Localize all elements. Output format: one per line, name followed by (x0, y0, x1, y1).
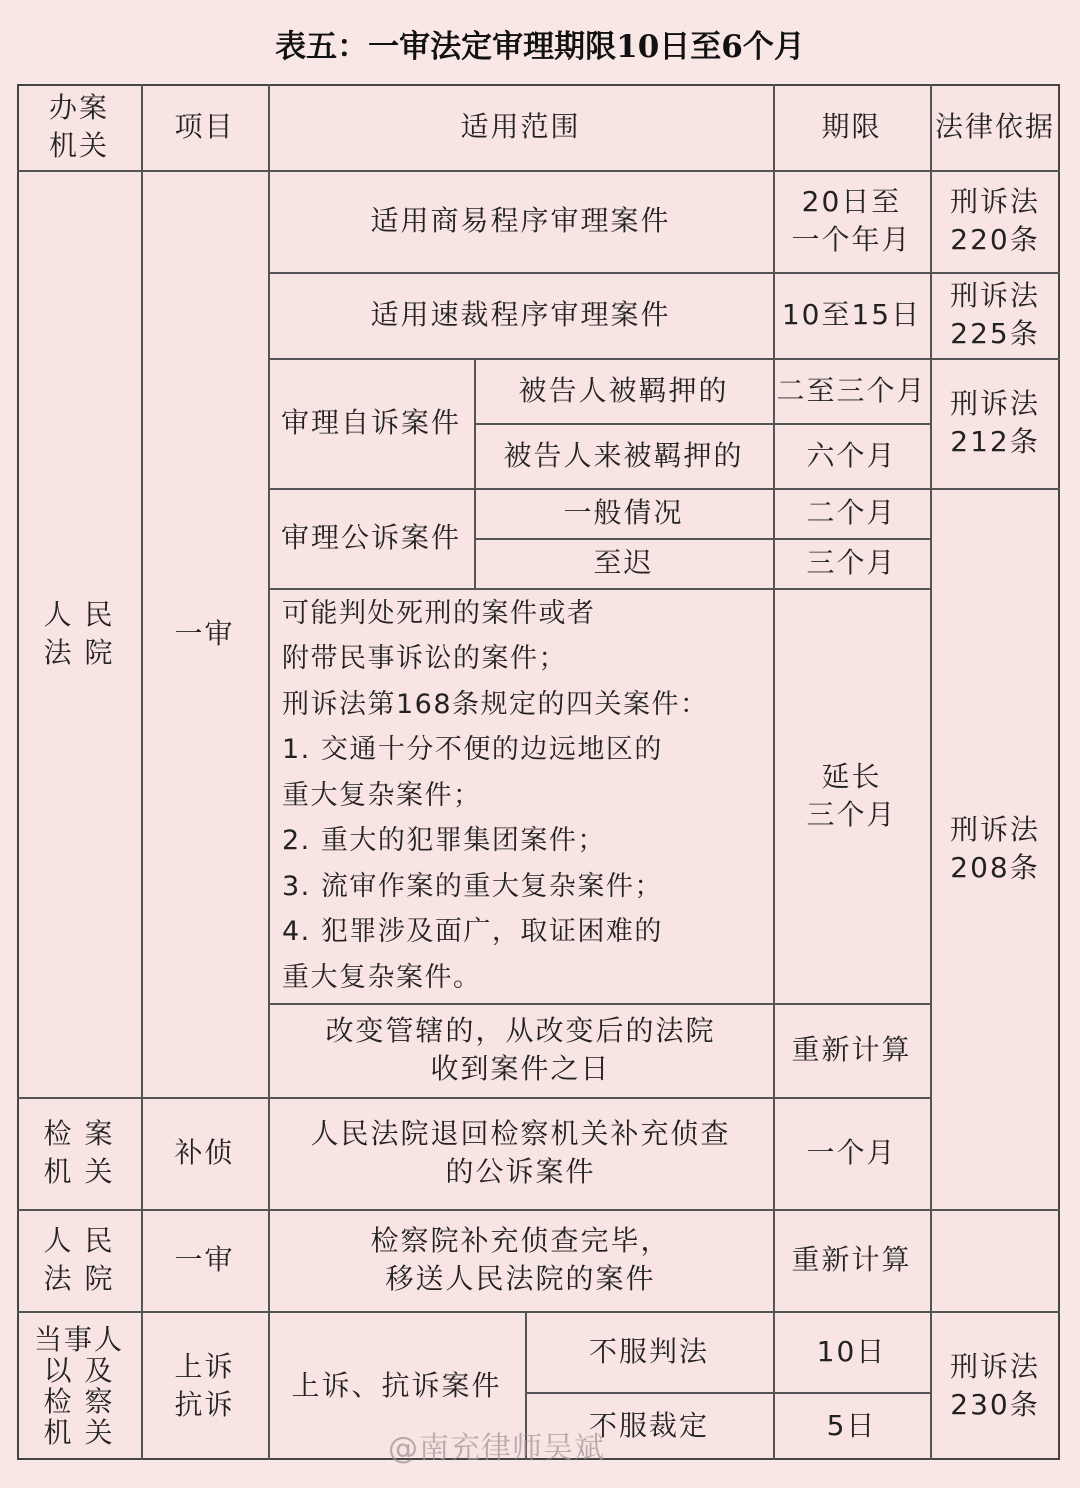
limit-detained: 二至三个月 (776, 373, 927, 407)
limit-judgment: 10日 (816, 1334, 887, 1368)
watermark: @南充律师吴斌 (388, 1431, 605, 1466)
scope-summary-procedure: 适用商易程序审理案件 (370, 204, 671, 237)
limit-not-detained: 六个月 (806, 438, 897, 472)
condition-line: 2. 重大的犯罪集团案件； (282, 825, 606, 857)
limit-latest: 三个月 (806, 546, 897, 579)
header-basis: 法律依据 (934, 110, 1055, 143)
header-scope: 适用范围 (460, 110, 581, 143)
agency-parties-procuratorate: 当事人 以 及 检 察 机 关 (33, 1322, 124, 1449)
condition-line: 重大复杂案件。 (282, 961, 482, 993)
condition-line: 4. 犯罪涉及面广，取证困难的 (282, 916, 663, 948)
basis-blank (930, 1209, 1060, 1311)
limit-summary-procedure: 20日至 一个年月 (791, 185, 912, 256)
basis-220: 刑诉法 220条 (949, 185, 1040, 256)
page-title: 表五：一审法定审理期限10日至6个月 (275, 29, 805, 65)
condition-line: 可能判处死刑的案件或者 (282, 597, 596, 629)
condition-line: 刑诉法第168条规定的四关案件： (282, 688, 709, 720)
limit-speedy-procedure: 10至15日 (781, 298, 922, 331)
agency-court: 人 民 法 院 (43, 597, 115, 669)
scope-normal: 一般倩况 (563, 496, 684, 529)
condition-line: 3. 流审作案的重大复杂案件； (282, 870, 663, 902)
basis-230: 刑诉法 230条 (949, 1349, 1040, 1421)
header-agency: 办案 机关 (48, 91, 109, 162)
scope-transferred-case: 检察院补充侦查完毕， 移送人民法院的案件 (370, 1224, 671, 1295)
agency-procuratorate: 检 案 机 关 (43, 1117, 115, 1188)
label-private-prosecution: 审理自诉案件 (280, 406, 461, 439)
scope-returned-case: 人民法院退回检察机关补充侦查 的公诉案件 (310, 1117, 731, 1188)
condition-line: 重大复杂案件； (282, 779, 482, 811)
scope-jurisdiction-change: 改变管辖的，从改变后的法院 收到案件之日 (325, 1014, 716, 1085)
limit-transferred-case: 重新计算 (791, 1243, 912, 1276)
label-public-prosecution: 审理公诉案件 (280, 521, 461, 554)
scope-not-detained: 被告人来被羁押的 (503, 438, 744, 472)
limit-extension: 延长 三个月 (806, 759, 897, 831)
item-first-instance: 一审 (174, 616, 235, 650)
limit-ruling: 5日 (826, 1409, 877, 1442)
header-item: 项目 (174, 110, 235, 143)
scope-detained: 被告人被羁押的 (518, 373, 729, 407)
basis-225: 刑诉法 225条 (949, 279, 1040, 350)
agency-court-2: 人 民 法 院 (43, 1224, 115, 1295)
label-appeal-cases: 上诉、抗诉案件 (291, 1368, 502, 1402)
scope-speedy-procedure: 适用速裁程序审理案件 (370, 298, 671, 331)
scope-latest: 至迟 (593, 546, 654, 579)
scope-ruling: 不服裁定 (588, 1409, 709, 1442)
item-supplementary-investigation: 补侦 (174, 1136, 235, 1169)
limit-normal: 二个月 (806, 496, 897, 529)
basis-212: 刑诉法 212条 (949, 387, 1040, 458)
scope-judgment: 不服判法 (588, 1334, 709, 1368)
limit-jurisdiction-change: 重新计算 (791, 1033, 912, 1066)
basis-208: 刑诉法 208条 (949, 812, 1040, 884)
limit-returned-case: 一个月 (806, 1136, 897, 1169)
conditions-list (268, 591, 709, 1001)
item-first-instance-2: 一审 (174, 1243, 235, 1276)
condition-line: 1. 交通十分不便的边远地区的 (282, 734, 663, 766)
scope-extension-conditions (268, 588, 773, 1003)
condition-line: 附带民事诉讼的案件； (282, 643, 567, 675)
item-appeal-protest: 上诉 抗诉 (174, 1349, 235, 1421)
header-limit: 期限 (821, 110, 882, 143)
